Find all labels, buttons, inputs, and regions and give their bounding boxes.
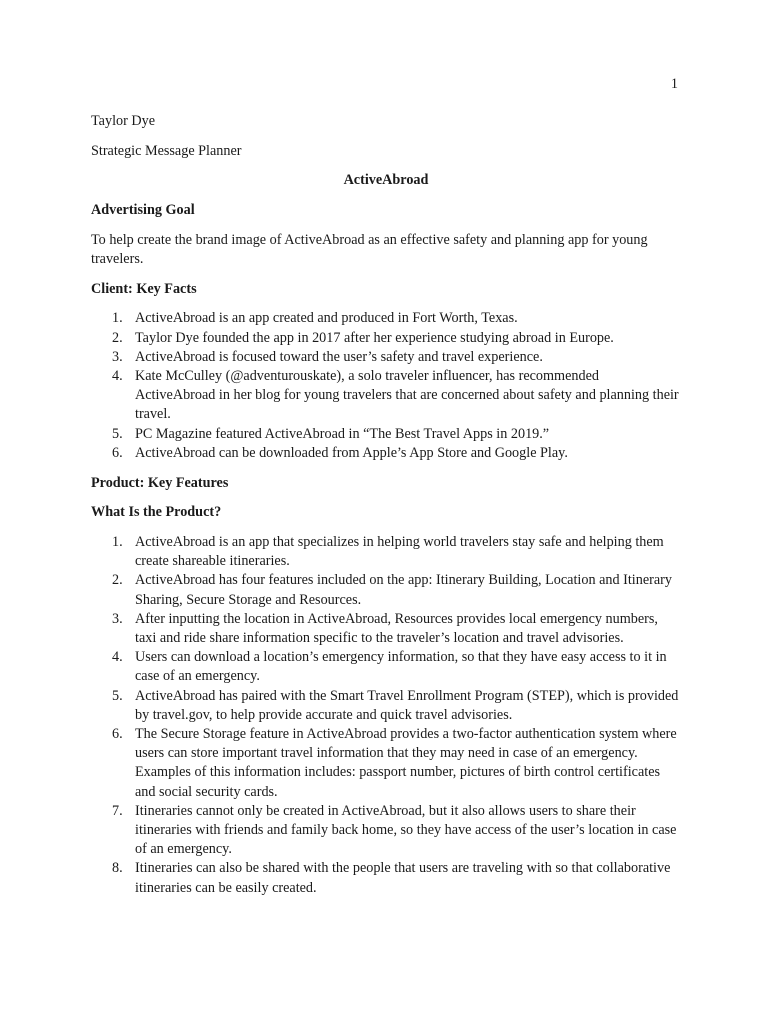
product-features-list: [91, 533, 681, 898]
list-item: [91, 571, 681, 609]
advertising-goal-heading: Advertising Goal: [91, 202, 195, 219]
list-item: [91, 802, 681, 860]
list-item: [91, 367, 681, 425]
author-name: Taylor Dye: [91, 113, 156, 129]
list-item: [91, 444, 681, 463]
list-item-text: ActiveAbroad can be downloaded from Apple’s App Store and Google Play.: [135, 444, 568, 461]
list-item-text: PC Magazine featured ActiveAbroad in “The Best Travel Apps in 2019.”: [135, 425, 550, 442]
list-number: 5.: [112, 425, 123, 442]
list-item: [91, 859, 681, 897]
list-number: 8.: [112, 860, 123, 877]
list-item: [91, 725, 681, 802]
list-number: 4.: [112, 649, 123, 666]
list-number: 3.: [112, 348, 123, 365]
list-item-text: ActiveAbroad is an app that specializes in helping world travelers stay safe and helping them create shareable itineraries.: [135, 533, 664, 570]
list-item-text: Taylor Dye founded the app in 2017 after her experience studying abroad in Europe.: [135, 329, 614, 346]
list-item: [91, 329, 681, 348]
what-is-product-heading: What Is the Product?: [91, 504, 222, 521]
page-number: 1: [670, 76, 678, 92]
list-item: [91, 648, 681, 686]
list-item: [91, 610, 681, 648]
document-title: ActiveAbroad: [343, 172, 429, 189]
list-item-text: Users can download a location’s emergency information, so that they have easy access to it in case of an emergency.: [135, 649, 667, 685]
client-key-facts-heading: Client: Key Facts: [91, 280, 197, 297]
list-item-text: ActiveAbroad has four features included on the app: Itinerary Building, Location and Itinerary Sharing, Secure Storage and Resources.: [135, 572, 672, 608]
list-number: 5.: [112, 687, 123, 704]
list-number: 6.: [112, 444, 123, 461]
list-item-text: Itineraries can also be shared with the people that users are traveling with so that collaborative itineraries can be easily created.: [135, 860, 671, 896]
list-item-text: ActiveAbroad is an app created and produced in Fort Worth, Texas.: [135, 310, 518, 327]
list-number: 6.: [112, 725, 123, 742]
list-number: 7.: [112, 802, 123, 819]
list-number: 1.: [112, 310, 123, 327]
list-item-text: Kate McCulley (@adventurouskate), a solo traveler influencer, has recommended ActiveAbroad in her blog for young travelers that are concerned about safety and planning their travel.: [135, 368, 679, 423]
list-item-text: After inputting the location in ActiveAbroad, Resources provides local emergency numbers, taxi and ride share information specific to the traveler’s location and travel advisories.: [135, 610, 658, 646]
list-item: [91, 309, 681, 328]
list-item-text: Itineraries cannot only be created in ActiveAbroad, but it also allows users to share their itineraries with friends and family back home, so they have access of the user’s location in case of an emergency.: [135, 802, 677, 858]
list-number: 3.: [112, 610, 123, 627]
document-type: Strategic Message Planner: [91, 142, 242, 159]
list-item-text: ActiveAbroad is focused toward the user’s safety and travel experience.: [135, 348, 543, 365]
list-item: [91, 348, 681, 367]
client-key-facts-list: [91, 309, 681, 463]
list-number: 1.: [112, 533, 123, 550]
list-number: 4.: [112, 368, 123, 385]
list-number: 2.: [112, 572, 123, 589]
list-item: [91, 533, 681, 571]
list-item-text: ActiveAbroad has paired with the Smart Travel Enrollment Program (STEP), which is provided by travel.gov, to help provide accurate and quick travel advisories.: [135, 687, 679, 723]
list-item: [91, 425, 681, 444]
advertising-goal-text: To help create the brand image of ActiveAbroad as an effective safety and planning app for young travelers.: [91, 231, 648, 268]
list-item: [91, 687, 681, 725]
list-item-text: The Secure Storage feature in ActiveAbroad provides a two-factor authentication system where users can store important travel information that they may need in case of an emergency. Examples of this information includes: passport number, pictures of birth control certificates and social security cards.: [135, 725, 677, 800]
list-number: 2.: [112, 329, 123, 346]
document-body: [91, 112, 681, 908]
product-key-features-heading: Product: Key Features: [91, 474, 229, 491]
